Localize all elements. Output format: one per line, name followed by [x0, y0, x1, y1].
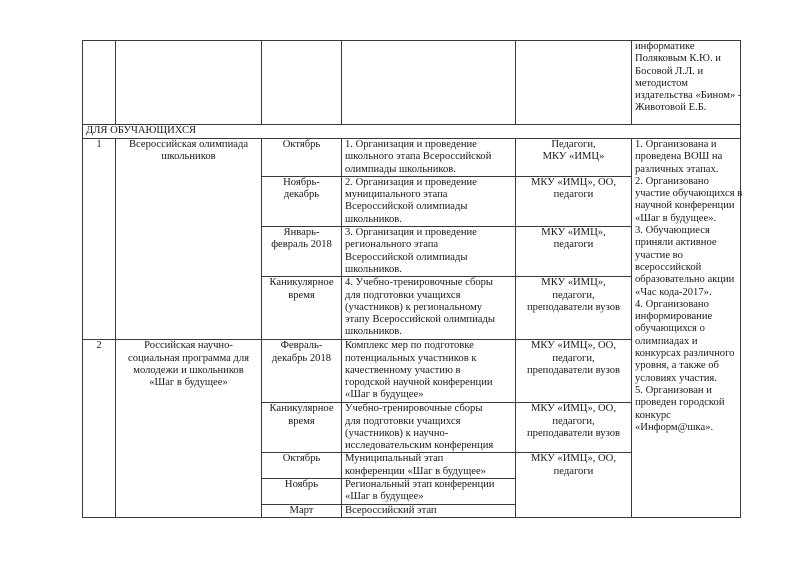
period-cell: Октябрь	[262, 139, 342, 177]
period-cell: Январь- февраль 2018	[262, 227, 342, 277]
activity-cell	[342, 41, 516, 125]
period-cell: Октябрь	[262, 453, 342, 479]
item-number: 1	[83, 139, 116, 340]
period-cell: Февраль- декабрь 2018	[262, 340, 342, 403]
responsible-cell: МКУ «ИМЦ», педагоги	[516, 227, 632, 277]
responsible-cell: МКУ «ИМЦ», ОО, педагоги	[516, 176, 632, 226]
section-header-row	[83, 125, 741, 139]
responsible-cell: МКУ «ИМЦ», ОО, педагоги	[516, 453, 632, 517]
responsible-cell: Педагоги, МКУ «ИМЦ»	[516, 139, 632, 177]
period-cell: Каникулярное время	[262, 403, 342, 453]
activity-cell: 1. Организация и проведение школьного этапа Всероссийской олимпиады школьников.	[342, 139, 516, 177]
activity-cell: Муниципальный этап конференции «Шаг в будущее»	[342, 453, 516, 479]
responsible-cell: МКУ «ИМЦ», ОО, педагоги, преподаватели вузов	[516, 403, 632, 453]
name-cell	[116, 41, 262, 125]
responsible-cell	[516, 41, 632, 125]
item-name: Российская научно- социальная программа для молодежи и школьников «Шаг в будущее»	[116, 340, 262, 518]
activity-cell: 4. Учебно-тренировочные сборы для подготовки учащихся (участников) к региональному этапу Всероссийской олимпиады школьников.	[342, 277, 516, 340]
number-cell	[83, 41, 116, 125]
item-number: 2	[83, 340, 116, 518]
table-row	[83, 139, 741, 177]
item-name: Всероссийская олимпиада школьников	[116, 139, 262, 340]
activity-cell: Региональный этап конференции «Шаг в будущее»	[342, 479, 516, 505]
period-cell: Каникулярное время	[262, 277, 342, 340]
responsible-cell: МКУ «ИМЦ», педагоги, преподаватели вузов	[516, 277, 632, 340]
activity-cell: Учебно-тренировочные сборы для подготовки учащихся (участников) к научно- исследовательским конференция	[342, 403, 516, 453]
period-cell: Ноябрь- декабрь	[262, 176, 342, 226]
activity-cell: 2. Организация и проведение муниципального этапа Всероссийской олимпиады школьников.	[342, 176, 516, 226]
activity-cell: Комплекс мер по подготовке потенциальных участников к качественному участию в городской научной конференции «Шаг в будущее»	[342, 340, 516, 403]
responsible-cell: МКУ «ИМЦ», ОО, педагоги, преподаватели вузов	[516, 340, 632, 403]
results-cell: 1. Организована и проведена ВОШ на различных этапах. 2. Организовано участие обучающихся в научной конференции «Шаг в будущее». 3. Обучающиеся приняли активное участие во всероссийской образовательно акции «Час кода-2017». 4. Организовано информирование обучающихся о олимпиадах и конкурсах различного уровня, а также об условиях участия. 5. Организован и проведен городской конкурс «Информ@шка».	[632, 139, 741, 518]
plan-table	[82, 40, 741, 518]
table-row	[83, 41, 741, 125]
period-cell	[262, 41, 342, 125]
period-cell: Ноябрь	[262, 479, 342, 505]
results-cell: информатике Поляковым К.Ю. и Босовой Л.Л. и методистом издательства «Бином» - Животовой Е.Б.	[632, 41, 741, 125]
activity-cell: 3. Организация и проведение регионального этапа Всероссийской олимпиады школьников.	[342, 227, 516, 277]
section-title: ДЛЯ ОБУЧАЮЩИХСЯ	[83, 125, 741, 139]
period-cell: Март	[262, 504, 342, 517]
activity-cell: Всероссийский этап	[342, 504, 516, 517]
